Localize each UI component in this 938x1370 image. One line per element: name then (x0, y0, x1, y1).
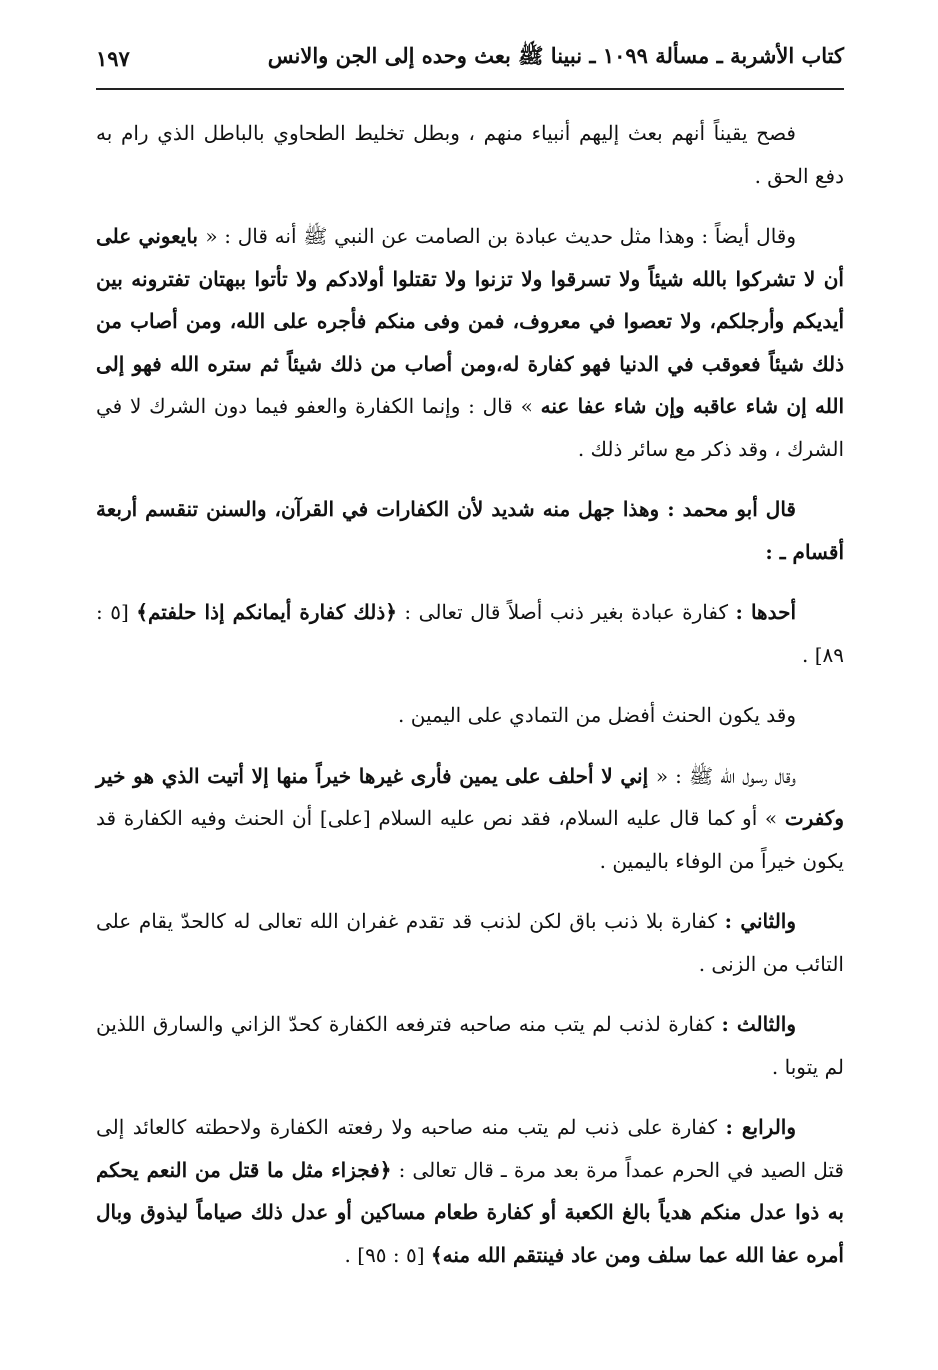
hadith-text: بايعوني على أن لا تشركوا بالله شيئاً ولا تسرقوا ولا تزنوا ولا تقتلوا أولادكم ولا تأتوا ببهتان تفترونه بين أيديكم وأرجلكم، ولا تعصوا في معروف، فمن وفى منكم فأجره على الله، ومن أصاب من ذلك شيئاً فعوقب في الدنيا فهو كفارة له،ومن أصاب من ذلك شيئاً ثم ستره الله فهو إلى الله إن شاء عاقبه وإن شاء عفا عنه (96, 224, 844, 418)
paragraph-lead: كفارة عبادة بغير ذنب أصلاً قال تعالى : (396, 600, 736, 624)
paragraph-3 (96, 488, 844, 573)
paragraph-lead: كفارة على ذنب لم يتب منه صاحبه ولا رفعته الكفارة ولاحطته كالعائد إلى قتل الصيد في الحرم عمداً مرة بعد مرة ـ قال تعالى : (96, 1115, 844, 1182)
header-divider (96, 88, 844, 90)
paragraph-9 (96, 1106, 844, 1276)
paragraph-2 (96, 215, 844, 470)
hadith-text: إني لا أحلف على يمين فأرى غيرها خيراً منها إلا أتيت الذي هو خير وكفرت (96, 763, 844, 830)
paragraph-1 (96, 112, 844, 197)
running-header (96, 38, 844, 78)
paragraph-lead: وقال أيضاً : وهذا مثل حديث عبادة بن الصامت عن النبي ﷺ أنه قال : « (205, 224, 797, 248)
quran-verse: ﴿فجزاء مثل ما قتل من النعم يحكم به ذوا عدل منكم هدياً بالغ الكعبة أو كفارة طعام مساكين أو عدل ذلك صياماً ليذوق وبال أمره عفا الله عما سلف ومن عاد فينتقم الله منه﴾ (96, 1157, 844, 1267)
paragraph-4 (96, 591, 844, 676)
quran-verse: ﴿ذلك كفارة أيمانكم إذا حلفتم﴾ (136, 600, 397, 624)
paragraph-lead: وقال رسول الله ﷺ : « (655, 763, 796, 788)
paragraph-5 (96, 694, 844, 737)
paragraph-lead: قال أبو محمد : (667, 497, 796, 521)
section-lead: والرابع : (725, 1115, 796, 1139)
paragraph-8 (96, 1003, 844, 1088)
paragraph-6 (96, 755, 844, 883)
paragraph-tail: » قال : وإنما الكفارة والعفو فيما دون الشرك لا في الشرك ، وقد ذكر مع سائر ذلك . (96, 394, 844, 461)
page-number: ١٩٧ (96, 45, 130, 71)
paragraph-lead: كفارة لذنب لم يتب منه صاحبه فترفعه الكفارة كحدّ الزاني والسارق اللذين لم يتوبا . (96, 1012, 844, 1079)
paragraph-7 (96, 900, 844, 985)
header-title: كتاب الأشربة ـ مسألة ١٠٩٩ ـ نبينا ﷺ بعث وحده إلى الجن والانس (267, 42, 844, 68)
section-lead: أحدها : (735, 600, 796, 624)
paragraph-text: وقد يكون الحنث أفضل من التمادي على اليمين . (398, 703, 796, 727)
verse-reference: [٥ : ٩٥] . (344, 1242, 431, 1267)
verse-reference: [٥ : ٨٩] . (96, 600, 844, 667)
section-lead: والثالث : (721, 1012, 797, 1036)
paragraph-text: فصح يقيناً أنهم بعث إليهم أنبياء منهم ، وبطل تخليط الطحاوي بالباطل الذي رام به دفع الحق . (96, 121, 844, 188)
section-lead: والثاني : (724, 909, 796, 933)
paragraph-bold: وهذا جهل منه شديد لأن الكفارات في القرآن، والسنن تنقسم أربعة أقسام ـ : (96, 497, 844, 564)
paragraph-lead: كفارة بلا ذنب باق لكن لذنب قد تقدم غفران الله تعالى له كالحدّ يقام على التائب من الزنى . (96, 909, 844, 976)
page-body (96, 112, 844, 1294)
paragraph-tail: » أو كما قال عليه السلام، فقد نص عليه السلام [على] أن الحنث وفيه الكفارة قد يكون خيراً من الوفاء باليمين . (96, 806, 844, 873)
